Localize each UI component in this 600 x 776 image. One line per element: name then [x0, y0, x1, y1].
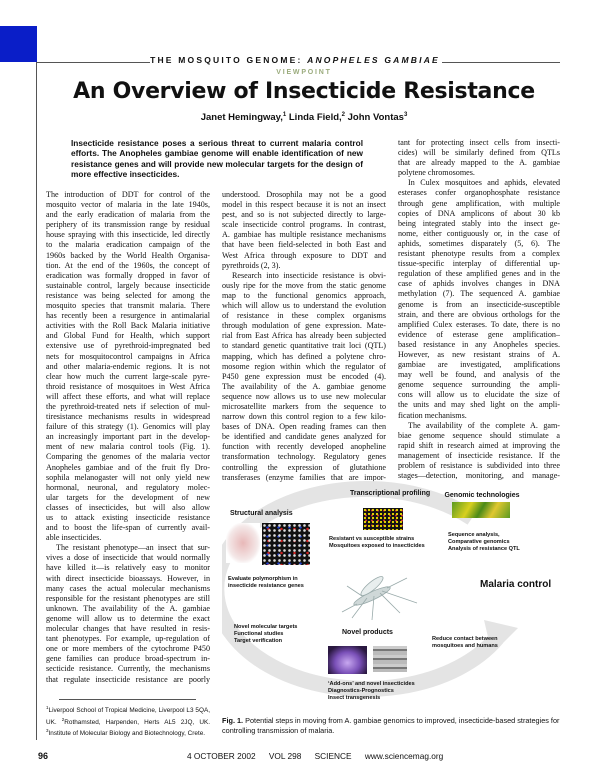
abstract: Insecticide resistance poses a serious threat to current malaria control efforts. The Anopheles gambiae genome will enable identification of new resistance genes and will provide new molecular targets for the design of more effective insecticides. [71, 138, 363, 179]
author-name: Janet Hemingway, [200, 112, 283, 124]
text-line: mosome region within which the regulator of [222, 361, 386, 371]
text-line: strain, and there are obvious orthologs for the [398, 309, 560, 319]
text-line: genome is from an insecticide-susceptible [398, 299, 560, 309]
text-line: which will allow us to understand the evolution [222, 301, 386, 311]
text-line: many cases the actual molecular mechanisms [46, 583, 210, 593]
header-rule-left [37, 62, 150, 63]
gel-image [373, 646, 407, 672]
mosquito-icon [342, 574, 417, 620]
text-line: periphery of its transmission range by residual [46, 220, 210, 230]
figure-label: Analysis of resistance QTL [448, 546, 520, 552]
text-line: case of aphids involves changes in DNA [398, 279, 560, 289]
text-line: hormonal, neuronal, and regulatory molec- [46, 482, 210, 492]
text-line: an increasingly important part in the develop- [46, 432, 210, 442]
text-line: map to the functional genomics approach, [222, 290, 386, 300]
text-line: regulation of these amplified genes and in the [398, 269, 560, 279]
genomic-heading: Genomic technologies [444, 492, 520, 499]
body-column-1 [46, 190, 210, 685]
text-line: pest, and so is not subjected directly to large- [222, 210, 386, 220]
malaria-control-label: Malaria control [480, 579, 552, 590]
text-line: The availability of the A. gambiae genome [222, 381, 386, 391]
text-line: gambiae are investigated, amplifications [398, 360, 560, 370]
text-line: stages—detection, monitoring, and manage- [398, 471, 560, 481]
genomic-items [448, 532, 520, 553]
text-line: responsible for the resistant phenotypes are still [46, 593, 210, 603]
author-affiliation: 2 [341, 112, 345, 118]
text-line: transferases (enzyme families that are impor- [222, 472, 386, 482]
figure-label: Sequence analysis, [448, 532, 500, 538]
text-line: through gene amplification, with multiple [398, 198, 560, 208]
text-line: mosquito vector of malaria in the late 1940s, [46, 200, 210, 210]
figure-label: insecticide resistance genes [228, 583, 304, 589]
text-line: with direct insecticide bioassays. However, in [46, 573, 210, 583]
kicker-species: ANOPHELES GAMBIAE [307, 55, 440, 65]
text-line: aphids, sometimes disparately (5, 6). The [398, 238, 560, 248]
article-type: VIEWPOINT [276, 69, 332, 76]
body-column-3 [398, 138, 560, 481]
text-line: tion. At the end of the 1960s, the concept of [46, 260, 210, 270]
figure-label: Evaluate polymorphism in [228, 576, 298, 582]
text-line: mapping, which has defined a polytene chro- [222, 351, 386, 361]
text-line: The introduction of DDT for control of the [46, 190, 210, 199]
text-line: amplified Culex esterases. To date, there is no [398, 319, 560, 329]
text-line: unknown. The availability of the A. gambiae [46, 603, 210, 613]
text-line: resistance was being selected for among the [46, 290, 210, 300]
text-line: Comparing the genomes of the malaria vector [46, 452, 210, 462]
text-line: sophila melanogaster will not only yield new [46, 472, 210, 482]
section-color-block [0, 26, 37, 62]
text-line: polytene chromosomes. [398, 168, 475, 178]
text-line: throid resistance of mosquitoes in West Africa [46, 381, 210, 391]
text-line: us to attack existing insecticide resistance [46, 513, 210, 522]
text-line: ment of new malaria control tools (Fig. 1). [46, 442, 210, 452]
text-line: In Culex mosquitoes and aphids, elevated [408, 178, 560, 188]
caption-text: Potential steps in moving from A. gambiae genomics to improved, insecticide-based strategies for controlling transmission of malaria. [222, 716, 560, 735]
figure-label: Reduce contact between [432, 636, 498, 642]
author-list [0, 112, 600, 123]
article-title: An Overview of Insecticide Resistance [73, 79, 535, 104]
molecule-image [262, 523, 310, 565]
text-line: extensive use of pyrethroid-impregnated bed [46, 341, 210, 351]
figure-label: Functional studies [234, 631, 284, 637]
text-line: Research into insecticide resistance is obvi- [232, 270, 386, 280]
text-line: 1960s backed by the World Health Organisa- [46, 250, 210, 260]
figure-label: Diagnostics-Prognostics [328, 688, 394, 694]
figure-label: ‘Add-ons’ and novel insecticides [328, 681, 415, 687]
text-line: genome will allow us to determine the exact [46, 613, 210, 623]
text-line: function with recently developed anopheline [222, 442, 386, 452]
structural-heading: Structural analysis [230, 510, 293, 517]
text-line: be identified and candidate genes analyzed for [222, 432, 386, 442]
text-line: have killed it—is relatively easy to monitor [46, 563, 210, 573]
text-line: able insecticides. [46, 533, 102, 543]
products-heading: Novel products [342, 629, 393, 636]
text-line: that have been field-selected in both East and [222, 240, 386, 250]
text-line: the units and may shed light on the ampli- [398, 400, 560, 410]
text-line: However, as new resistant strains of A. [398, 349, 560, 359]
text-line: bases of DNA. Open reading frames can then [222, 422, 386, 432]
text-line: evidence of esterase gene amplification– [398, 329, 560, 339]
text-line: Anopheles gambiae and of the fruit fly Dro- [46, 462, 210, 472]
text-line: of resistance in these complex organisms [222, 311, 386, 321]
text-line: may well be found, and analysis of the [398, 370, 560, 380]
footnote-number: 3 [46, 728, 49, 734]
text-line: to the malaria eradication campaign of the [46, 240, 210, 250]
text-line: P450 gene expression must be encoded (4). [222, 371, 386, 381]
text-line: mosquito species that transmit malaria. There [46, 301, 210, 311]
transcriptional-items [329, 536, 425, 550]
text-line: based resistance in any Anopheles species. [398, 339, 560, 349]
text-line: house spraying with this insecticide, led directly [46, 230, 210, 240]
footnote-text: Liverpool School of Tropical Medicine, Liverpool L3 5QA, UK. [46, 707, 210, 726]
page-footer [0, 751, 600, 763]
footnote-text: Rothamsted, Harpenden, Herts AL5 2JQ, UK. [64, 718, 210, 726]
text-line: rial from East Africa has already been subjected [222, 331, 386, 341]
text-line: will affect these efforts, and what will replace [46, 391, 210, 401]
text-line: cons will allow us to elucidate the size of [398, 390, 560, 400]
text-line: A. gambiae has multiple resistance mechanisms [222, 230, 386, 240]
footnote-number: 1 [46, 705, 49, 710]
figure-label: Insect transgenesis [328, 695, 381, 701]
text-line: The resistant phenotype—an insect that sur- [56, 543, 210, 553]
text-line: problem of resistance is subdivided into three [398, 461, 560, 470]
text-line: sequence now allows us to use new molecular [222, 391, 386, 401]
text-line: microsatellite markers from the sequence to [222, 401, 386, 411]
figure-label: Target verification [234, 638, 283, 644]
text-line: nome, either contiguously or, in the case of [398, 228, 560, 238]
text-line: activities with the Roll Back Malaria initiative [46, 321, 210, 331]
text-line: methylation (7). The sequenced A. gambiae [398, 289, 560, 299]
targets-items [234, 624, 297, 645]
text-line: sustainable control, largely because insecticide [46, 280, 210, 290]
text-line: understood. Drosophila may not be a good [222, 190, 386, 199]
journal-url[interactable]: www.sciencemag.org [364, 751, 444, 761]
author-name: Linda Field, [288, 112, 342, 124]
text-line: genome sequence surrounding the ampli- [398, 380, 560, 390]
text-line: scale insecticide control programs. In contrast, [222, 220, 386, 230]
journal-name: SCIENCE [314, 751, 352, 761]
issue-info [187, 751, 454, 761]
dna-helix-image [452, 502, 510, 518]
products-items [328, 681, 415, 702]
footnote-text: Institute of Molecular Biology and Biotechnology, Crete. [48, 730, 206, 738]
text-line: classes of insecticides, but will also allow [46, 502, 210, 512]
text-line: esterases confer organophosphate resistance [398, 188, 560, 198]
product-surface-image [328, 646, 367, 674]
issue-date: 4 OCTOBER 2002 [187, 751, 256, 761]
text-line: ular targets for the development of new [46, 492, 210, 502]
text-line: rapid shift in research aimed at improving the [398, 440, 560, 450]
text-line: gene families can produce broad-spectrum in- [46, 654, 210, 664]
figure-label: Comparative genomics [448, 539, 510, 545]
margin-rule [36, 62, 37, 740]
text-line: ously ripe for the move from the static genome [222, 280, 386, 290]
text-line: controlling the expression of glutathione [222, 462, 386, 472]
text-line: pyrethroids (2, 3). [222, 260, 281, 270]
author-affiliation: 1 [282, 112, 287, 118]
text-line: resistant phenotype results from a complex [398, 249, 560, 259]
figure-label: mosquitoes and humans [432, 643, 498, 649]
transcriptional-heading: Transcriptional profiling [350, 490, 431, 497]
text-line: management of insecticide resistance. If the [398, 450, 560, 460]
text-line: and the early eradication of malaria from the [46, 210, 210, 220]
figure-label: Novel molecular targets [234, 624, 298, 630]
text-line: The availability of the complete A. gam- [408, 420, 560, 430]
section-kicker [150, 55, 440, 65]
text-line: and to boost the life-span of currently avail- [46, 523, 210, 533]
text-line: has recently been a resurgence in antimalarial [46, 311, 210, 321]
footnote-number: 2 [61, 716, 65, 722]
text-line: transformation technology. Regulatory genes [222, 452, 386, 462]
text-line: tissue-specific interplay of differential up- [398, 259, 560, 269]
text-line: tiresistance mechanisms results in widespread [46, 412, 210, 422]
text-line: narrow down this control region to a few kilo- [222, 412, 386, 422]
kicker-prefix: THE MOSQUITO GENOME: [150, 55, 308, 65]
text-line: vives a dose of insecticide that would normally [46, 553, 210, 563]
header-rule-right [442, 62, 560, 63]
text-line: eradication was formally dropped in favor of [46, 270, 210, 280]
issue-volume: VOL 298 [268, 751, 302, 761]
contact-items [432, 636, 498, 650]
text-line: cides) will be similarly defined from QTLs [398, 148, 560, 158]
figure-1 [222, 478, 562, 714]
text-line: molecular changes that have resulted in resis- [46, 624, 210, 634]
text-line: tant phenotypes. For example, up-regulation of [46, 634, 210, 644]
author-affiliation: 3 [403, 112, 408, 118]
figure-label: Mosquitoes exposed to insecticides [329, 543, 425, 549]
text-line: one or more members of the cytochrome P450 [46, 644, 210, 654]
text-line: secticide resistance. Currently, the mechanisms [46, 664, 210, 674]
text-line: that regulate insecticide resistance are poorly [46, 674, 210, 684]
page-number: 96 [38, 751, 49, 761]
protein-structure-image [226, 523, 260, 563]
text-line: and Global Fund for Health, which support [46, 331, 210, 341]
text-line: model in this respect because it is not an insect [222, 200, 386, 210]
footnote-rule [59, 699, 196, 700]
text-line: biae genome sequence should stimulate a [398, 430, 560, 440]
text-line: being integrated stably into the insect ge- [398, 218, 560, 228]
structural-items [228, 576, 304, 590]
body-column-2 [222, 190, 386, 483]
affiliations [46, 704, 210, 739]
microarray-image [363, 508, 403, 530]
figure-label: Resistant vs susceptible strains [329, 536, 415, 542]
text-line: and other malaria-endemic regions. It is not [46, 361, 210, 371]
text-line: West Africa through exposure to DDT and [222, 250, 386, 260]
caption-label: Fig. 1. [222, 716, 244, 725]
text-line: tant for protecting insect cells from insecti- [398, 138, 560, 147]
text-line: to standard genetic quantitative trait loci (QTL) [222, 341, 386, 351]
text-line: through modulation of gene expression. Mate- [222, 321, 386, 331]
text-line: fication mechanisms. [398, 410, 467, 420]
text-line: failure of this strategy (1). Genomics will play [46, 422, 210, 432]
text-line: that are already mapped to the A. gambiae [398, 158, 560, 168]
text-line: nets for mosquitocontrol campaigns in Africa [46, 351, 210, 361]
author-name: John Vontas [347, 112, 404, 124]
figure-caption [222, 716, 560, 735]
text-line: copies of DNA amplicons of about 30 kb [398, 208, 560, 218]
text-line: clear how much the current large-scale pyre- [46, 371, 210, 381]
text-line: the pyrethroid-treated nets if selection of mul- [46, 401, 210, 411]
